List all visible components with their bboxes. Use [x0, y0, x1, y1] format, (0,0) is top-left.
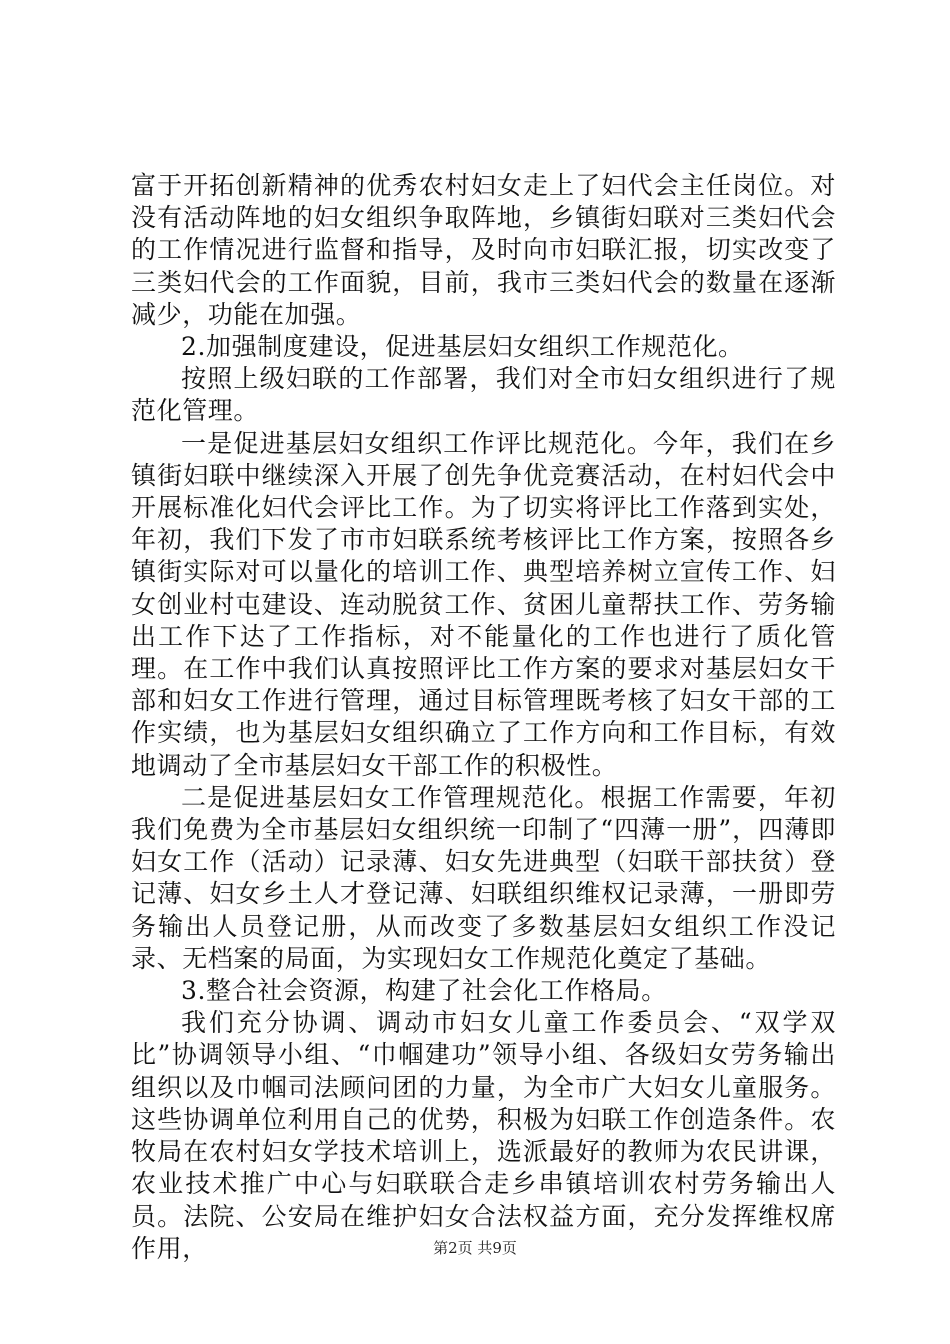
paragraph-continuation: 富于开拓创新精神的优秀农村妇女走上了妇代会主任岗位。对没有活动阵地的妇女组织争取阵地，乡镇街妇联对三类妇代会的工作情况进行监督和指导，及时向市妇联汇报，切实改变了三类妇代会的工作面貌，目前，我市三类妇代会的数量在逐渐减少，功能在加强。: [131, 171, 836, 329]
document-body: [131, 170, 836, 1265]
paragraph-resources: 我们充分协调、调动市妇女儿童工作委员会、“双学双比”协调领导小组、“巾帼建功”领导小组、各级妇女劳务输出组织以及巾帼司法顾问团的力量，为全市广大妇女儿童服务。这些协调单位利用自己的优势，积极为妇联工作创造条件。农牧局在农村妇女学技术培训上，选派最好的教师为农民讲课，农业技术推广中心与妇联联合走乡串镇培训农村劳务输出人员。法院、公安局在维护妇女合法权益方面，充分发挥维权席作用，: [131, 1008, 836, 1263]
section-heading-2: 2.加强制度建设，促进基层妇女组织工作规范化。: [181, 332, 744, 362]
paragraph-point-two: 二是促进基层妇女工作管理规范化。根据工作需要，年初我们免费为全市基层妇女组织统一印制了“四薄一册”，四薄即妇女工作（活动）记录薄、妇女先进典型（妇联干部扶贫）登记薄、妇女乡土人才登记薄、妇联组织维权记录薄，一册即劳务输出人员登记册，从而改变了多数基层妇女组织工作没记录、无档案的局面，为实现妇女工作规范化奠定了基础。: [131, 782, 836, 973]
page-number-footer: 第2页 共9页: [433, 1239, 517, 1257]
section-heading-3: 3.整合社会资源，构建了社会化工作格局。: [181, 976, 667, 1006]
paragraph-intro: 按照上级妇联的工作部署，我们对全市妇女组织进行了规范化管理。: [131, 364, 836, 426]
paragraph-point-one: 一是促进基层妇女组织工作评比规范化。今年，我们在乡镇街妇联中继续深入开展了创先争优竞赛活动，在村妇代会中开展标准化妇代会评比工作。为了切实将评比工作落到实处，年初，我们下发了市市妇联系统考核评比工作方案，按照各乡镇街实际对可以量化的培训工作、典型培养树立宣传工作、妇女创业村屯建设、连动脱贫工作、贫困儿童帮扶工作、劳务输出工作下达了工作指标，对不能量化的工作也进行了质化管理。在工作中我们认真按照评比工作方案的要求对基层妇女干部和妇女工作进行管理，通过目标管理既考核了妇女干部的工作实绩，也为基层妇女组织确立了工作方向和工作目标，有效地调动了全市基层妇女干部工作的积极性。: [131, 428, 836, 780]
